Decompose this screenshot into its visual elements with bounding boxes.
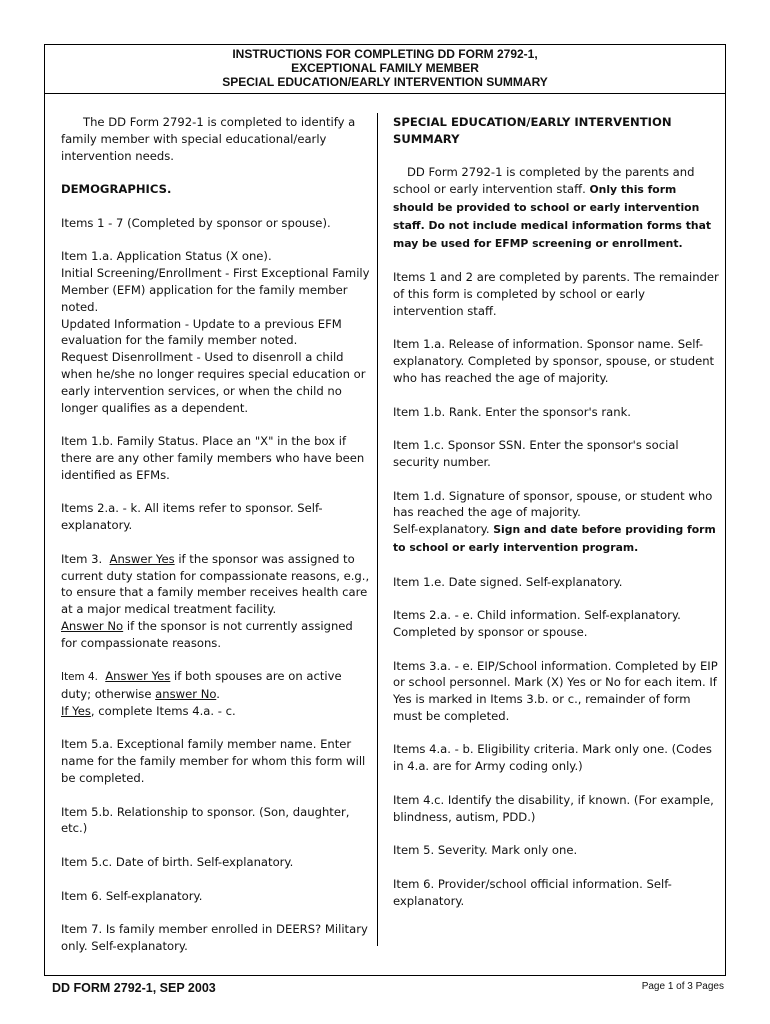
form-number: DD FORM 2792-1, SEP 2003 bbox=[52, 981, 216, 995]
intro-paragraph: The DD Form 2792-1 is completed to identify a family member with special educational/early intervention needs. bbox=[61, 115, 356, 163]
r-items-3: Items 3.a. - e. EIP/School information. Completed by EIP or school personnel. Mark (X) Yes or No for each item. If Yes is marked in Items 3.b. or c., remainder of form must be completed. bbox=[393, 658, 718, 723]
item-3: Item 3. Answer Yes if the sponsor was assigned to current duty station for compassionate reasons, e.g., to ensure that a family member receives health care at a major medical treatment facility. Answer No if the sponsor is not currently assigned for compassionate reasons. bbox=[61, 551, 370, 650]
r-item-1b: Item 1.b. Rank. Enter the sponsor's rank. bbox=[393, 404, 631, 419]
item-5b: Item 5.b. Relationship to sponsor. (Son, daughter, etc.) bbox=[61, 804, 350, 836]
item-1a: Item 1.a. Application Status (X one). Initial Screening/Enrollment - First Exceptional Family Member (EFM) application for the family member noted. Updated Information - Update to a previous EFM evaluation for the family member noted. Request Disenrollment - Used to disenroll a child when he/she no longer requires special education or early intervention services, or when the child no longer qualifies as a dependent. bbox=[61, 249, 370, 415]
title-line-3: SPECIAL EDUCATION/EARLY INTERVENTION SUMMARY bbox=[222, 75, 548, 89]
title-line-1: INSTRUCTIONS FOR COMPLETING DD FORM 2792-1, bbox=[232, 47, 538, 61]
demographics-heading: DEMOGRAPHICS. bbox=[61, 182, 172, 197]
r-item-5: Item 5. Severity. Mark only one. bbox=[393, 843, 578, 858]
summary-intro: DD Form 2792-1 is completed by the parents and school or early intervention staff. Only this form should be provided to school or early intervention staff. Do not include medical information forms that may be used for EFMP screening or enrollment. bbox=[393, 165, 712, 250]
item-7: Item 7. Is family member enrolled in DEERS? Military only. Self-explanatory. bbox=[61, 922, 368, 954]
items-2: Items 2.a. - k. All items refer to sponsor. Self-explanatory. bbox=[61, 501, 323, 533]
item-5a: Item 5.a. Exceptional family member name. Enter name for the family member for whom this form will be completed. bbox=[61, 737, 366, 786]
item-5c: Item 5.c. Date of birth. Self-explanatory. bbox=[61, 855, 294, 870]
page-title bbox=[44, 47, 726, 89]
r-items-2: Items 2.a. - e. Child information. Self-explanatory. Completed by sponsor or spouse. bbox=[393, 608, 681, 639]
r-items-4: Items 4.a. - b. Eligibility criteria. Mark only one. (Codes in 4.a. are for Army coding only.) bbox=[393, 742, 712, 774]
column-divider bbox=[377, 113, 378, 946]
summary-heading: SPECIAL EDUCATION/EARLY INTERVENTION SUMMARY bbox=[393, 115, 672, 146]
item-4: Item 4. Answer Yes if both spouses are on active duty; otherwise answer No. If Yes, complete Items 4.a. - c. bbox=[61, 669, 342, 718]
items-1-2: Items 1 and 2 are completed by parents. The remainder of this form is completed by school or early intervention staff. bbox=[393, 270, 719, 318]
r-item-1d: Item 1.d. Signature of sponsor, spouse, or student who has reached the age of majority. Self-explanatory. Sign and date before providing form to school or early intervention program. bbox=[393, 488, 716, 554]
items-1-7: Items 1 - 7 (Completed by sponsor or spouse). bbox=[61, 215, 331, 230]
r-item-1c: Item 1.c. Sponsor SSN. Enter the sponsor's social security number. bbox=[393, 438, 679, 469]
right-column bbox=[393, 114, 719, 926]
r-item-1a: Item 1.a. Release of information. Sponsor name. Self-explanatory. Completed by sponsor, spouse, or student who has reached the age of majority. bbox=[393, 337, 715, 385]
r-item-4c: Item 4.c. Identify the disability, if known. (For example, blindness, autism, PDD.) bbox=[393, 792, 714, 824]
title-divider bbox=[44, 93, 726, 94]
r-item-6: Item 6. Provider/school official information. Self- explanatory. bbox=[393, 876, 672, 908]
item-6: Item 6. Self-explanatory. bbox=[61, 888, 203, 903]
left-column bbox=[61, 114, 371, 972]
r-item-1e: Item 1.e. Date signed. Self-explanatory. bbox=[393, 574, 623, 589]
page-number: Page 1 of 3 Pages bbox=[641, 981, 724, 992]
title-line-2: EXCEPTIONAL FAMILY MEMBER bbox=[291, 61, 479, 75]
item-1b: Item 1.b. Family Status. Place an "X" in the box if there are any other family members who have been identified as EFMs. bbox=[61, 434, 365, 482]
